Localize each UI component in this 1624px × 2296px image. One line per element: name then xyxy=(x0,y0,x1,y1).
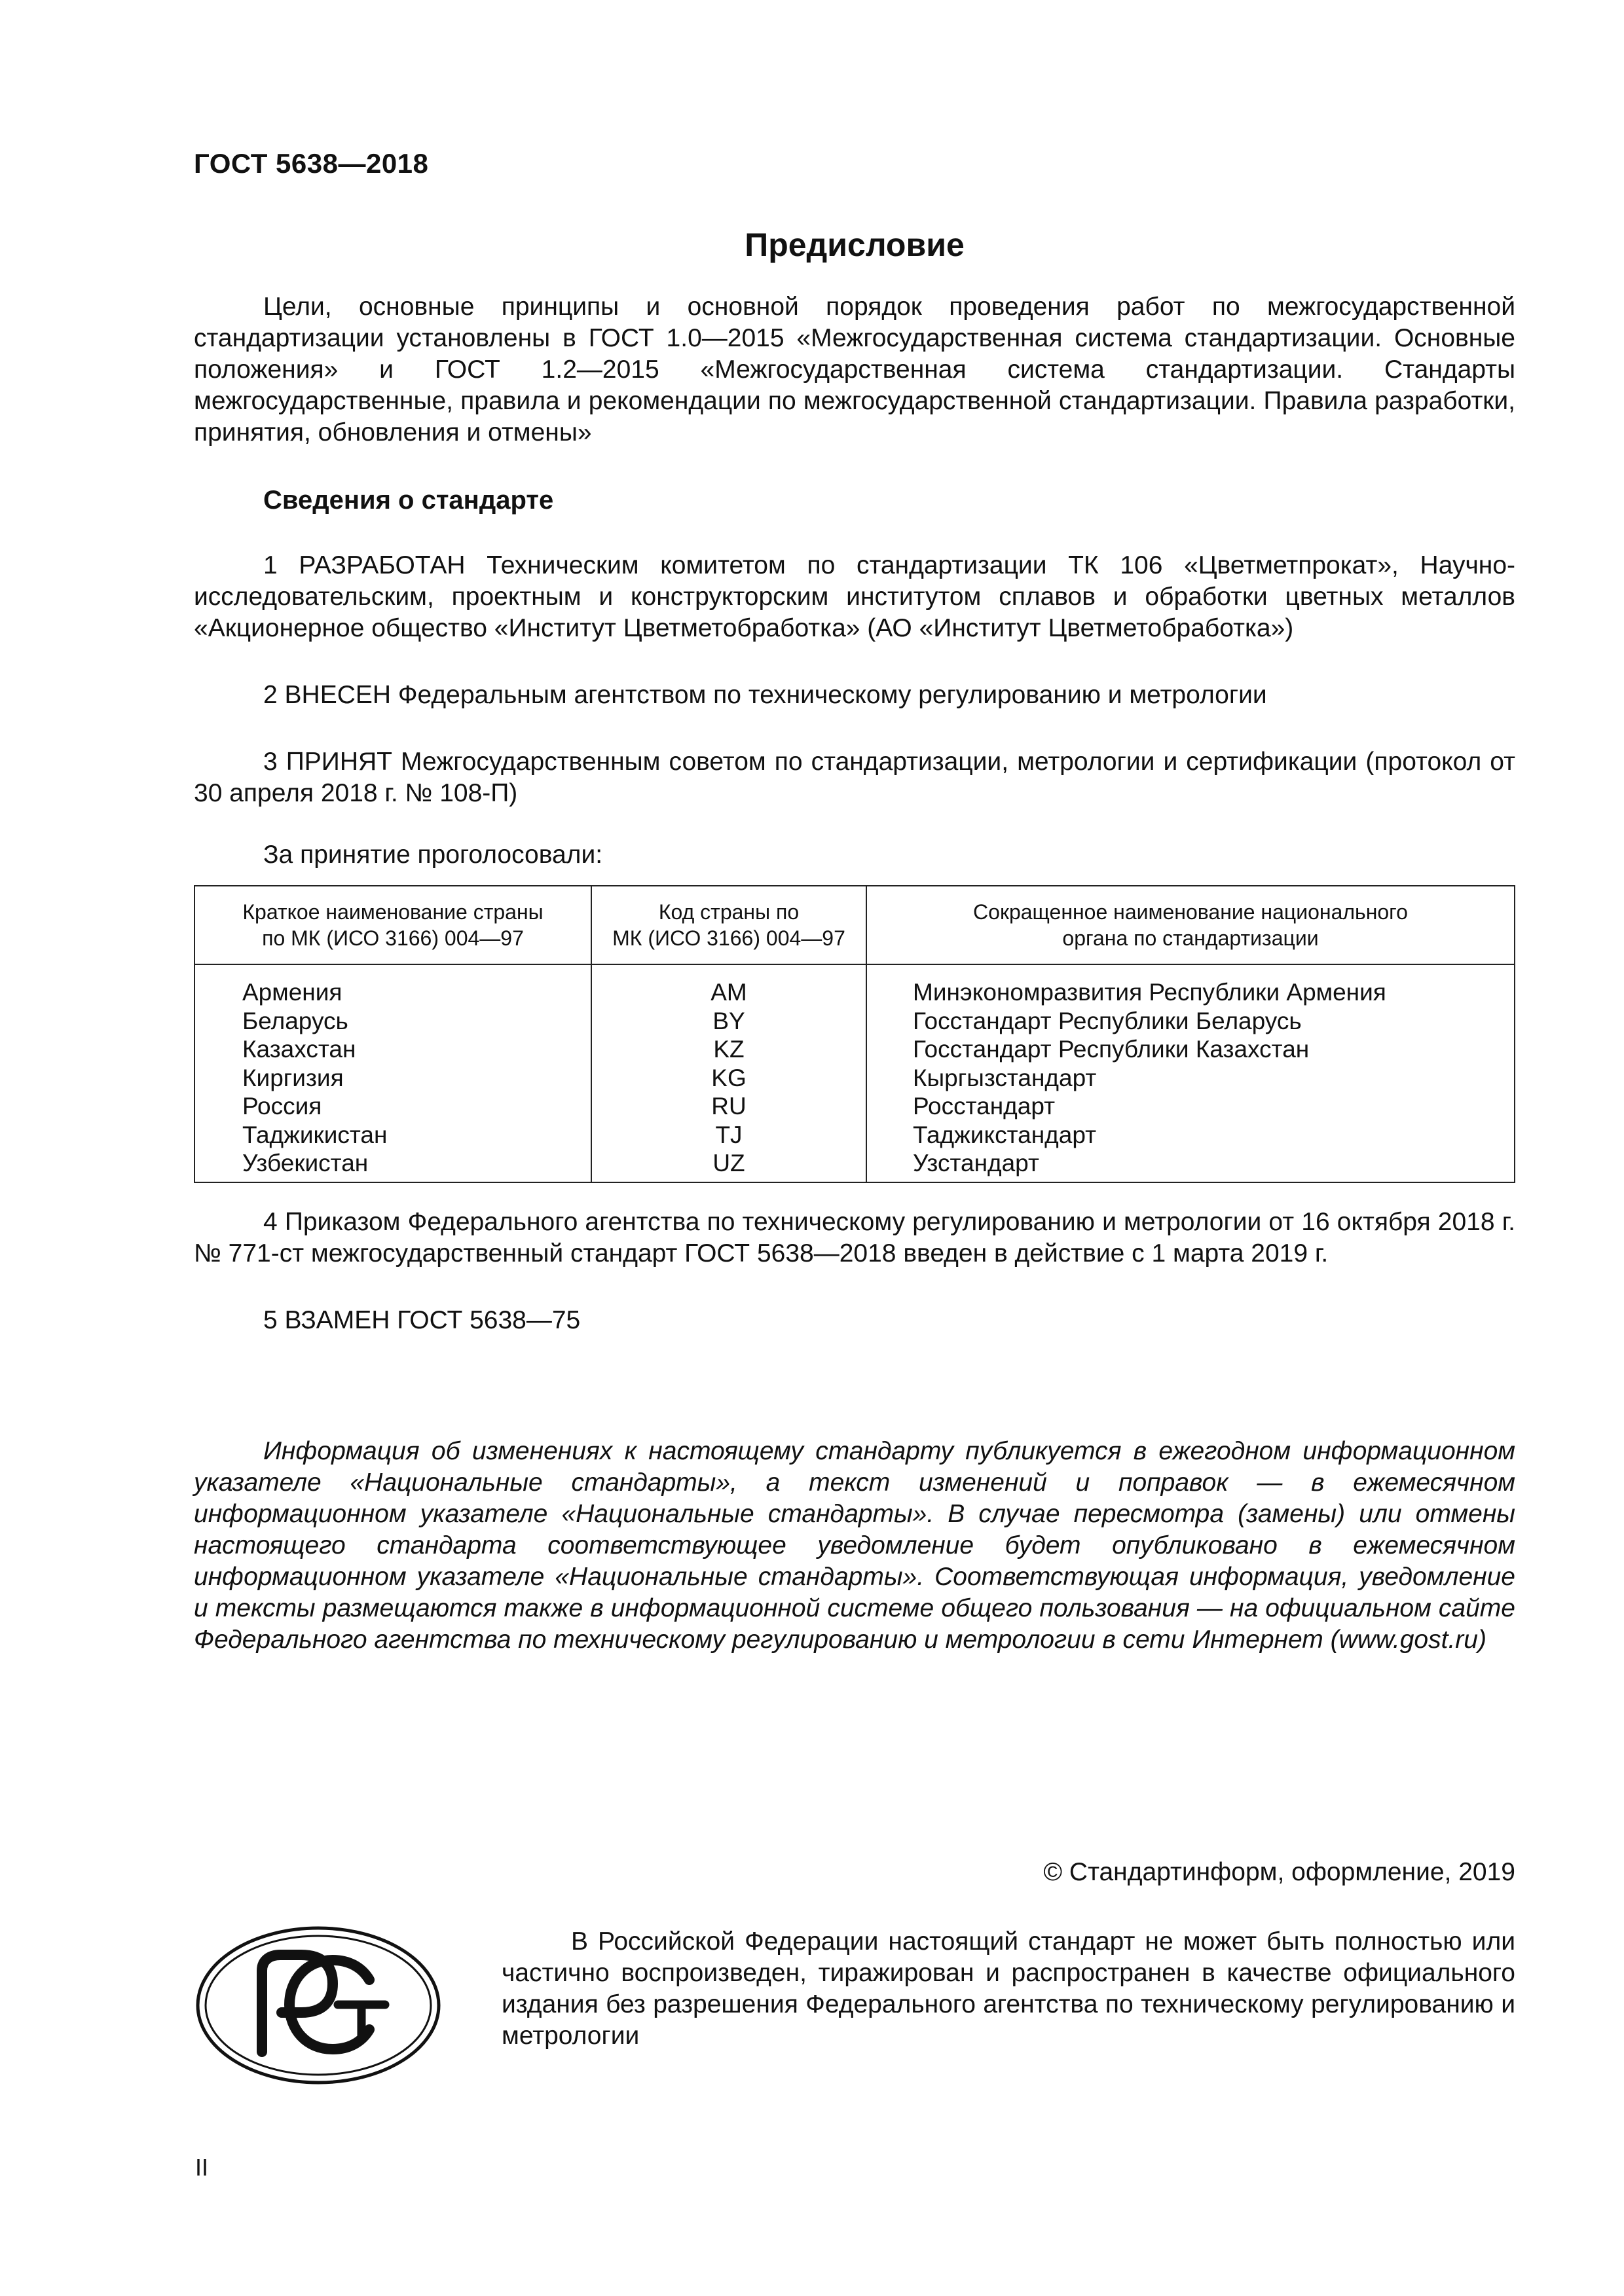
vote-table xyxy=(194,885,1515,1183)
code-header-line1: Код страны по xyxy=(658,900,800,924)
country-cell: Беларусь xyxy=(242,1007,348,1034)
item-1-paragraph: 1 РАЗРАБОТАН Техническим комитетом по стандартизации ТК 106 «Цветметпрокат», Научно-исследовательским, проектным и конструкторским институтом сплавов и обработки цветных металлов «Акционерное общество «Институт Цветметобработка» (АО «Институт Цветметобработка») xyxy=(194,551,1515,642)
country-cell: Казахстан xyxy=(242,1036,356,1063)
body-column xyxy=(867,886,1514,1182)
item-5-paragraph: 5 ВЗАМЕН ГОСТ 5638—75 xyxy=(263,1306,581,1334)
body-cell: Таджикстандарт xyxy=(913,1121,1097,1148)
country-header-line2: по МК (ИСО 3166) 004—97 xyxy=(262,926,524,950)
country-column xyxy=(195,886,592,1182)
body-header-line2: органа по стандартизации xyxy=(1062,926,1319,950)
body-cell: Росстандарт xyxy=(913,1093,1056,1120)
code-cell: TJ xyxy=(715,1121,743,1148)
item-4-paragraph: 4 Приказом Федерального агентства по техническому регулированию и метрологии от 16 октября 2018 г. № 771-ст межгосударственный стандарт ГОСТ 5638—2018 введен в действие с 1 марта 2019 г. xyxy=(194,1208,1515,1267)
code-header-line2: МК (ИСО 3166) 004—97 xyxy=(612,926,845,950)
body-cells xyxy=(867,978,1514,1178)
body-cell: Минэкономразвития Республики Армения xyxy=(913,979,1386,1006)
item-2-paragraph: 2 ВНЕСЕН Федеральным агентством по техническому регулированию и метрологии xyxy=(263,681,1267,709)
rights-paragraph: В Российской Федерации настоящий стандарт не может быть полностью или частично воспроизведен, тиражирован и распространен в качестве официального издания без разрешения Федерального агентства по техническому регулированию и метрологии xyxy=(502,1927,1515,2050)
country-cell: Таджикистан xyxy=(242,1121,388,1148)
code-cell: BY xyxy=(712,1007,745,1034)
code-cell: KZ xyxy=(713,1036,745,1063)
document-id: ГОСТ 5638—2018 xyxy=(194,148,429,179)
country-cell: Узбекистан xyxy=(242,1150,369,1176)
body-header xyxy=(867,886,1514,965)
code-cell: RU xyxy=(711,1093,747,1120)
country-cell: Армения xyxy=(242,979,342,1006)
code-cell: UZ xyxy=(712,1150,745,1176)
rst-logo-icon xyxy=(194,1923,443,2087)
country-header-line1: Краткое наименование страны xyxy=(242,900,544,924)
body-cell: Госстандарт Республики Беларусь xyxy=(913,1007,1302,1034)
body-cell: Госстандарт Республики Казахстан xyxy=(913,1036,1310,1063)
country-cells xyxy=(195,978,591,1178)
vote-intro: За принятие проголосовали: xyxy=(263,841,603,869)
country-cell: Россия xyxy=(242,1093,322,1120)
country-header xyxy=(195,886,591,965)
body-cell: Узстандарт xyxy=(913,1150,1039,1176)
code-column xyxy=(592,886,867,1182)
body-header-line1: Сокращенное наименование национального xyxy=(973,900,1408,924)
notice-paragraph: Информация об изменениях к настоящему стандарту публикуется в ежегодном информационном указателе «Национальные стандарты», а текст изменений и поправок — в ежемесячном информационном указателе «Национальные стандарты». В случае пересмотра (замены) или отмены настоящего стандарта соответствующее уведомление будет опубликовано в ежемесячном информационном указателе «Национальные стандарты». Соответствующая информация, уведомление и тексты размещаются также в информационной системе общего пользования — на официальном сайте Федерального агентства по техническому регулированию и метрологии в сети Интернет (www.gost.ru) xyxy=(194,1437,1515,1654)
country-cell: Киргизия xyxy=(242,1064,344,1091)
code-cells xyxy=(592,978,866,1178)
code-cell: AM xyxy=(710,979,747,1006)
code-header xyxy=(592,886,866,965)
body-cell: Кыргызстандарт xyxy=(913,1064,1097,1091)
info-heading: Сведения о стандарте xyxy=(263,486,554,515)
intro-paragraph: Цели, основные принципы и основной порядок проведения работ по межгосударственной стандартизации установлены в ГОСТ 1.0—2015 «Межгосударственная система стандартизации. Основные положения» и ГОСТ 1.2—2015 «Межгосударственная система стандартизации. Стандарты межгосударственные, правила и рекомендации по межгосударственной стандартизации. Правила разработки, принятия, обновления и отмены» xyxy=(194,293,1515,446)
item-3-paragraph: 3 ПРИНЯТ Межгосударственным советом по стандартизации, метрологии и сертификации (протокол от 30 апреля 2018 г. № 108-П) xyxy=(194,748,1515,807)
copyright-line: © Стандартинформ, оформление, 2019 xyxy=(1043,1858,1515,1886)
page-number: II xyxy=(195,2154,209,2181)
page-title: Предисловие xyxy=(745,227,965,263)
code-cell: KG xyxy=(711,1064,747,1091)
